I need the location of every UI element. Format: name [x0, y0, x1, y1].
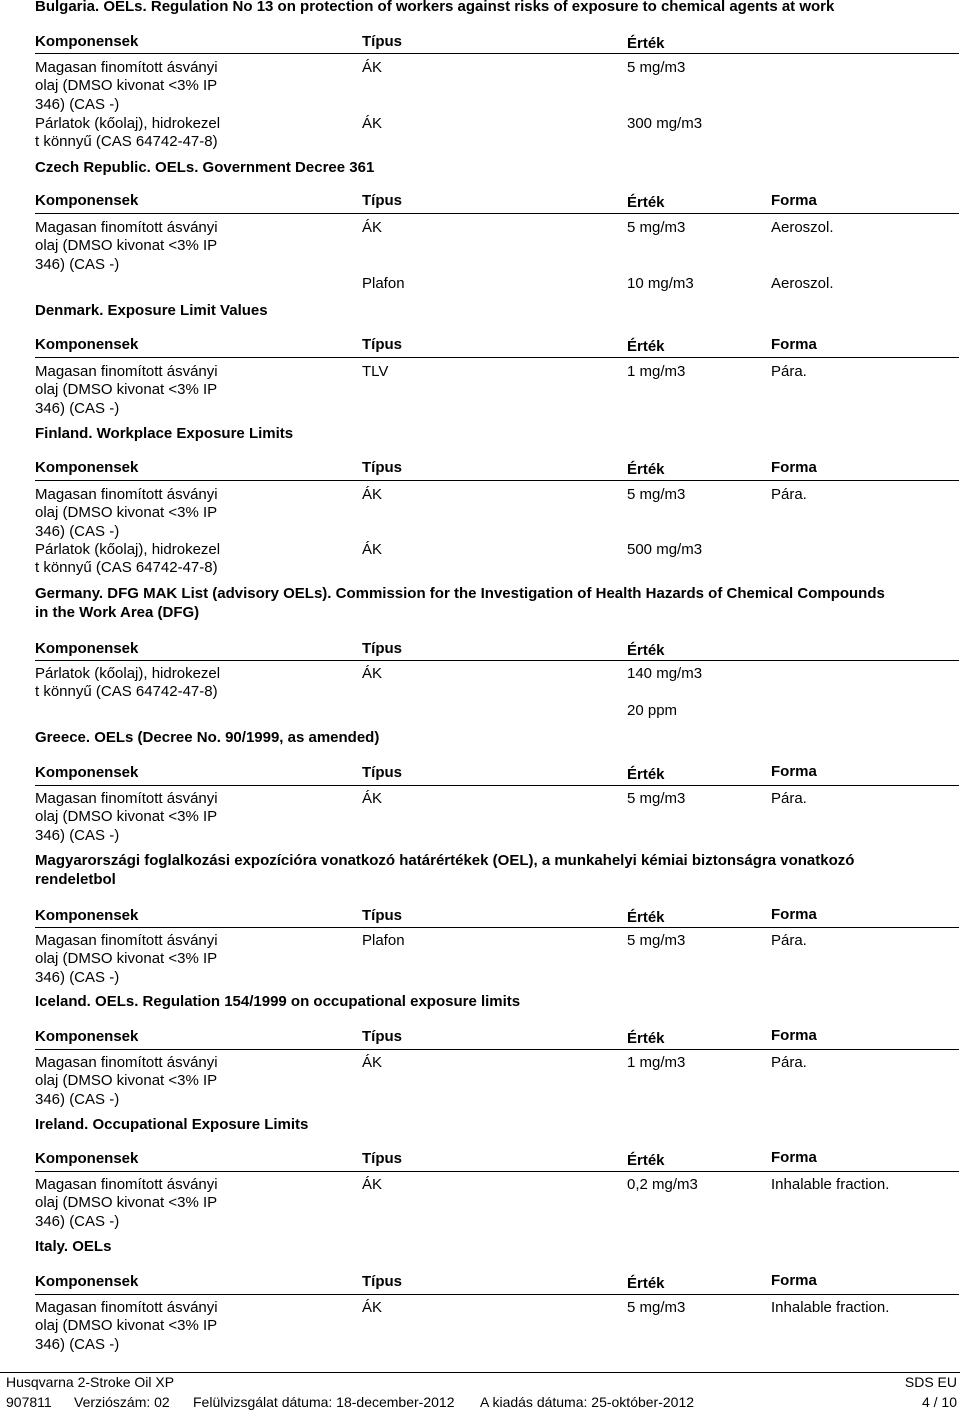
component-name: 346) (CAS -) — [35, 400, 120, 417]
footer-page-number: 4 / 10 — [921, 1394, 957, 1410]
section-title: Greece. OELs (Decree No. 90/1999, as amended) — [35, 729, 380, 746]
component-name: olaj (DMSO kivonat <3% IP — [35, 77, 218, 94]
header-tipus: Típus — [362, 1273, 402, 1290]
header-komponensek: Komponensek — [35, 459, 139, 476]
header-ertek: Érték — [627, 642, 665, 659]
limit-form: Pára. — [771, 790, 807, 807]
header-komponensek: Komponensek — [35, 33, 139, 50]
limit-type: ÁK — [362, 665, 383, 682]
component-name: olaj (DMSO kivonat <3% IP — [35, 1072, 218, 1089]
limit-value: 140 mg/m3 — [627, 665, 703, 682]
header-ertek: Érték — [627, 194, 665, 211]
component-name: t könnyű (CAS 64742-47-8) — [35, 683, 218, 700]
component-name: 346) (CAS -) — [35, 96, 120, 113]
section-title: Czech Republic. OELs. Government Decree 361 — [35, 159, 375, 176]
table-header-divider — [35, 213, 959, 214]
limit-form: Pára. — [771, 932, 807, 949]
component-name: Magasan finomított ásványi — [35, 219, 218, 236]
limit-form: Aeroszol. — [771, 219, 834, 236]
limit-type: ÁK — [362, 1299, 383, 1316]
header-forma: Forma — [771, 336, 817, 353]
header-komponensek: Komponensek — [35, 907, 139, 924]
component-name: olaj (DMSO kivonat <3% IP — [35, 808, 218, 825]
limit-value: 5 mg/m3 — [627, 790, 686, 807]
header-komponensek: Komponensek — [35, 1150, 139, 1167]
header-komponensek: Komponensek — [35, 764, 139, 781]
limit-value-ppm: 20 ppm — [627, 702, 678, 719]
header-tipus: Típus — [362, 336, 402, 353]
limit-type: ÁK — [362, 219, 383, 236]
limit-type: TLV — [362, 363, 389, 380]
section-title: rendeletbol — [35, 871, 116, 888]
component-name: Magasan finomított ásványi — [35, 486, 218, 503]
table-header-divider — [35, 357, 959, 358]
component-name: Párlatok (kőolaj), hidrokezel — [35, 665, 221, 682]
header-komponensek: Komponensek — [35, 336, 139, 353]
header-tipus: Típus — [362, 33, 402, 50]
header-forma: Forma — [771, 459, 817, 476]
limit-form: Pára. — [771, 363, 807, 380]
component-name: Magasan finomított ásványi — [35, 363, 218, 380]
footer-doc-number: 907811 — [6, 1394, 52, 1410]
header-tipus: Típus — [362, 640, 402, 657]
limit-type: Plafon — [362, 275, 405, 292]
table-header-divider — [35, 1294, 959, 1295]
header-ertek: Érték — [627, 766, 665, 783]
limit-value: 5 mg/m3 — [627, 932, 686, 949]
limit-value: 5 mg/m3 — [627, 219, 686, 236]
component-name: 346) (CAS -) — [35, 827, 120, 844]
limit-type: ÁK — [362, 1054, 383, 1071]
table-header-divider — [35, 1049, 959, 1050]
table-header-divider — [35, 927, 959, 928]
footer-sds-label: SDS EU — [904, 1374, 957, 1390]
component-name: Magasan finomított ásványi — [35, 1176, 218, 1193]
limit-value: 5 mg/m3 — [627, 1299, 686, 1316]
component-name: Magasan finomított ásványi — [35, 1054, 218, 1071]
header-forma: Forma — [771, 906, 817, 923]
limit-form: Inhalable fraction. — [771, 1176, 890, 1193]
section-title: Denmark. Exposure Limit Values — [35, 302, 268, 319]
component-name: Magasan finomított ásványi — [35, 1299, 218, 1316]
document-section-title: Bulgaria. OELs. Regulation No 13 on protection of workers against risks of exposure to chemical agents at work — [35, 0, 835, 15]
component-name: olaj (DMSO kivonat <3% IP — [35, 381, 218, 398]
component-name: 346) (CAS -) — [35, 969, 120, 986]
component-name: olaj (DMSO kivonat <3% IP — [35, 504, 218, 521]
limit-type: ÁK — [362, 790, 383, 807]
header-tipus: Típus — [362, 192, 402, 209]
component-name: Magasan finomított ásványi — [35, 932, 218, 949]
header-tipus: Típus — [362, 1028, 402, 1045]
limit-value: 10 mg/m3 — [627, 275, 694, 292]
limit-type: ÁK — [362, 59, 383, 76]
section-title: Italy. OELs — [35, 1238, 112, 1255]
header-ertek: Érték — [627, 1030, 665, 1047]
component-name: Párlatok (kőolaj), hidrokezel — [35, 541, 221, 558]
header-tipus: Típus — [362, 907, 402, 924]
limit-value: 300 mg/m3 — [627, 115, 703, 132]
header-ertek: Érték — [627, 461, 665, 478]
header-komponensek: Komponensek — [35, 192, 139, 209]
header-komponensek: Komponensek — [35, 640, 139, 657]
header-tipus: Típus — [362, 459, 402, 476]
limit-value: 0,2 mg/m3 — [627, 1176, 698, 1193]
limit-form: Pára. — [771, 486, 807, 503]
section-title: Ireland. Occupational Exposure Limits — [35, 1116, 309, 1133]
header-tipus: Típus — [362, 764, 402, 781]
limit-form: Pára. — [771, 1054, 807, 1071]
section-title: Iceland. OELs. Regulation 154/1999 on occupational exposure limits — [35, 993, 521, 1010]
header-forma: Forma — [771, 763, 817, 780]
component-name: 346) (CAS -) — [35, 523, 120, 540]
header-forma: Forma — [771, 1027, 817, 1044]
footer-product-name: Husqvarna 2-Stroke Oil XP — [6, 1374, 175, 1390]
footer-version: Verziószám: 02 — [74, 1394, 170, 1410]
table-header-divider — [35, 480, 959, 481]
header-ertek: Érték — [627, 909, 665, 926]
component-name: 346) (CAS -) — [35, 1213, 120, 1230]
footer-divider — [0, 1372, 960, 1373]
component-name: t könnyű (CAS 64742-47-8) — [35, 133, 218, 150]
limit-type: ÁK — [362, 486, 383, 503]
header-ertek: Érték — [627, 1152, 665, 1169]
limit-value: 5 mg/m3 — [627, 59, 686, 76]
footer-issue-date: A kiadás dátuma: 25-október-2012 — [480, 1394, 695, 1410]
component-name: Magasan finomított ásványi — [35, 790, 218, 807]
header-komponensek: Komponensek — [35, 1028, 139, 1045]
header-forma: Forma — [771, 192, 817, 209]
table-header-divider — [35, 53, 959, 54]
limit-value: 5 mg/m3 — [627, 486, 686, 503]
section-title: in the Work Area (DFG) — [35, 604, 200, 621]
header-tipus: Típus — [362, 1150, 402, 1167]
component-name: 346) (CAS -) — [35, 256, 120, 273]
header-ertek: Érték — [627, 1275, 665, 1292]
component-name: 346) (CAS -) — [35, 1091, 120, 1108]
component-name: olaj (DMSO kivonat <3% IP — [35, 237, 218, 254]
section-title: Germany. DFG MAK List (advisory OELs). Commission for the Investigation of Health Hazards of Chemical Compounds — [35, 585, 885, 602]
limit-type: ÁK — [362, 115, 383, 132]
limit-type: Plafon — [362, 932, 405, 949]
limit-value: 1 mg/m3 — [627, 363, 686, 380]
limit-type: ÁK — [362, 1176, 383, 1193]
header-ertek: Érték — [627, 35, 665, 52]
component-name: olaj (DMSO kivonat <3% IP — [35, 950, 218, 967]
limit-value: 500 mg/m3 — [627, 541, 703, 558]
header-ertek: Érték — [627, 338, 665, 355]
limit-type: ÁK — [362, 541, 383, 558]
header-komponensek: Komponensek — [35, 1273, 139, 1290]
limit-form: Inhalable fraction. — [771, 1299, 890, 1316]
component-name: olaj (DMSO kivonat <3% IP — [35, 1317, 218, 1334]
limit-form: Aeroszol. — [771, 275, 834, 292]
section-title: Finland. Workplace Exposure Limits — [35, 425, 294, 442]
table-header-divider — [35, 1171, 959, 1172]
limit-value: 1 mg/m3 — [627, 1054, 686, 1071]
section-title: Magyarországi foglalkozási expozícióra vonatkozó határértékek (OEL), a munkahelyi kémiai biztonságra vonatkozó — [35, 852, 855, 869]
header-forma: Forma — [771, 1272, 817, 1289]
table-header-divider — [35, 785, 959, 786]
component-name: Magasan finomított ásványi — [35, 59, 218, 76]
component-name: olaj (DMSO kivonat <3% IP — [35, 1194, 218, 1211]
header-forma: Forma — [771, 1149, 817, 1166]
footer-revision-date: Felülvizsgálat dátuma: 18-december-2012 — [193, 1394, 455, 1410]
component-name: 346) (CAS -) — [35, 1336, 120, 1353]
component-name: Párlatok (kőolaj), hidrokezel — [35, 115, 221, 132]
table-header-divider — [35, 660, 959, 661]
component-name: t könnyű (CAS 64742-47-8) — [35, 559, 218, 576]
